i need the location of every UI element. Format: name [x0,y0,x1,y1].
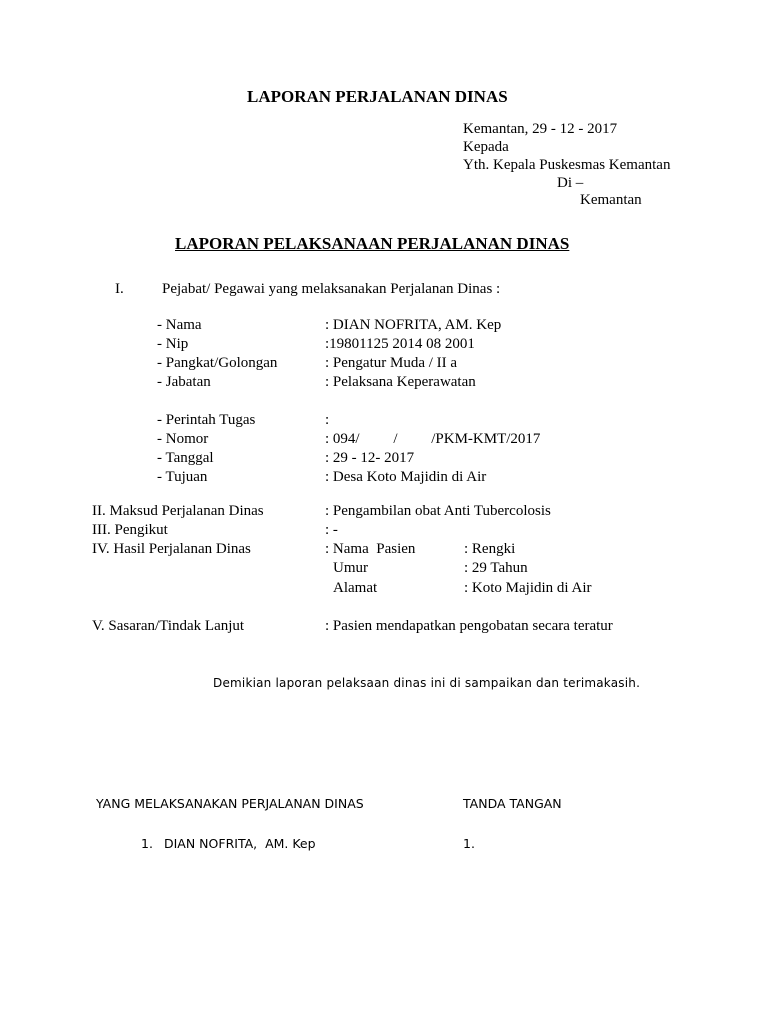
document-title: LAPORAN PERJALANAN DINAS [247,87,508,106]
signature-number: 1. [463,836,475,851]
di-label: Di – [557,175,584,191]
signature-header: TANDA TANGAN [463,796,562,811]
field-label: - Jabatan [157,374,211,390]
field-value: : DIAN NOFRITA, AM. Kep [325,317,502,333]
field-label: - Nip [157,336,189,352]
field-label: - Pangkat/Golongan [157,355,278,371]
patient-address-label: Alamat [333,580,378,596]
section-label: III. Pengikut [92,522,168,538]
executor-number: 1. [141,836,153,851]
patient-age-label: Umur [333,560,368,576]
field-label: - Nama [157,317,202,333]
section-label: II. Maksud Perjalanan Dinas [92,503,264,519]
section-label: IV. Hasil Perjalanan Dinas [92,541,251,557]
patient-age-value: : 29 Tahun [464,560,528,576]
closing-statement: Demikian laporan pelaksaan dinas ini di sampaikan dan terimakasih. [213,676,641,690]
section-5-value: : Pasien mendapatkan pengobatan secara teratur [325,618,613,634]
field-value: :19801125 2014 08 2001 [325,336,475,352]
executor-name: DIAN NOFRITA, AM. Kep [164,836,316,851]
patient-name-value: : Rengki [464,541,516,557]
field-value: : Pengatur Muda / II a [325,355,458,371]
section-1-heading: Pejabat/ Pegawai yang melaksanakan Perjalanan Dinas : [162,281,501,297]
field-value: : 094/ / /PKM-KMT/2017 [325,431,541,447]
section-5-label: V. Sasaran/Tindak Lanjut [92,618,245,634]
field-value: : [325,412,330,428]
field-label: - Perintah Tugas [157,412,256,428]
field-value: : Desa Koto Majidin di Air [325,469,487,485]
recipient-location: Kemantan [580,192,642,208]
field-value: : 29 - 12- 2017 [325,450,415,466]
field-label: - Tujuan [157,469,208,485]
field-label: - Nomor [157,431,209,447]
section-value: : Nama Pasien [325,541,416,557]
executor-header: YANG MELAKSANAKAN PERJALANAN DINAS [96,796,364,811]
recipient: Yth. Kepala Puskesmas Kemantan [463,157,671,173]
field-label: - Tanggal [157,450,214,466]
report-subtitle: LAPORAN PELAKSANAAN PERJALANAN DINAS [175,234,570,253]
place-date: Kemantan, 29 - 12 - 2017 [463,121,618,137]
section-value: : - [325,522,338,538]
section-value: : Pengambilan obat Anti Tubercolosis [325,503,551,519]
patient-address-value: : Koto Majidin di Air [464,580,592,596]
field-value: : Pelaksana Keperawatan [325,374,476,390]
section-1-number: I. [115,281,124,297]
to-label: Kepada [463,139,509,155]
